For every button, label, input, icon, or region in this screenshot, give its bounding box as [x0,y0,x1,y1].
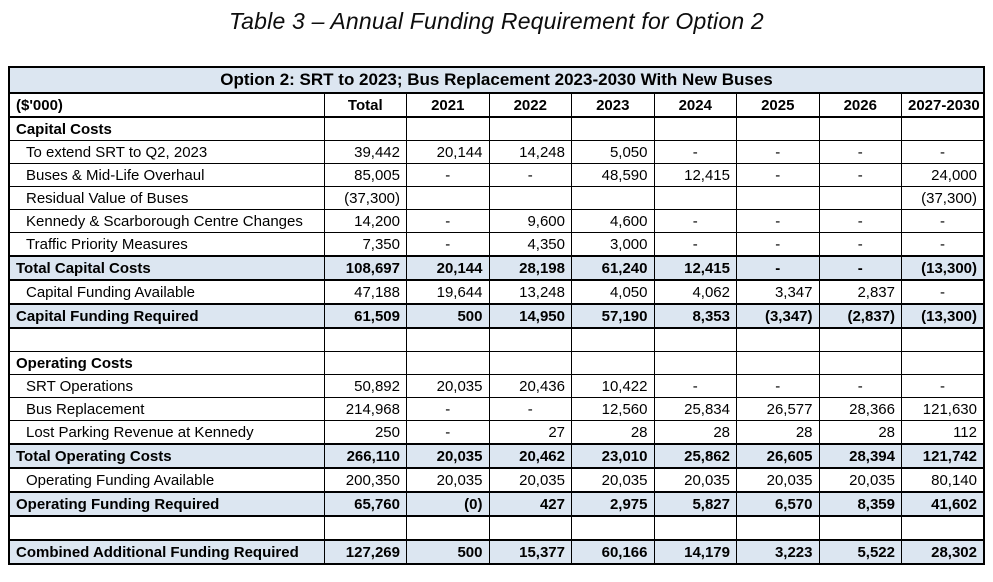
cell-value [407,117,490,141]
col-header-2021: 2021 [407,93,490,117]
row-label: Lost Parking Revenue at Kennedy [9,421,324,445]
table-banner: Option 2: SRT to 2023; Bus Replacement 2023-2030 With New Buses [9,67,984,93]
cell-value: 50,892 [324,375,407,398]
cell-value [407,516,490,540]
cell-value [407,328,490,352]
col-header-2025: 2025 [737,93,820,117]
cell-value: - [489,164,572,187]
cell-value: 47,188 [324,280,407,304]
row-label: Traffic Priority Measures [9,233,324,257]
cell-value [654,117,737,141]
cell-value [654,328,737,352]
cell-value: - [407,164,490,187]
cell-value: - [654,210,737,233]
cell-value: (13,300) [902,256,985,280]
cell-value: 4,350 [489,233,572,257]
row-label [9,516,324,540]
cell-value: 500 [407,540,490,564]
cell-value: 8,353 [654,304,737,328]
cell-value: 80,140 [902,468,985,492]
cell-value: 266,110 [324,444,407,468]
cell-value: 61,509 [324,304,407,328]
cell-value: - [654,375,737,398]
cell-value: - [489,398,572,421]
cell-value: 23,010 [572,444,655,468]
cell-value: 4,062 [654,280,737,304]
cell-value: (37,300) [324,187,407,210]
col-header-2027-2030: 2027-2030 [902,93,985,117]
col-header-2026: 2026 [819,93,902,117]
cell-value: - [737,375,820,398]
cell-value: 28,302 [902,540,985,564]
cell-value: 14,950 [489,304,572,328]
cell-value: (37,300) [902,187,985,210]
table-row [9,375,984,398]
cell-value: 27 [489,421,572,445]
cell-value: - [819,164,902,187]
cell-value: 15,377 [489,540,572,564]
table-row [9,398,984,421]
cell-value [654,352,737,375]
cell-value: (0) [407,492,490,516]
table-row [9,304,984,328]
cell-value: 108,697 [324,256,407,280]
cell-value: 26,605 [737,444,820,468]
cell-value: 4,050 [572,280,655,304]
row-label: Bus Replacement [9,398,324,421]
row-label: SRT Operations [9,375,324,398]
cell-value [654,516,737,540]
table-row [9,141,984,164]
table-row [9,210,984,233]
cell-value: 112 [902,421,985,445]
cell-value: - [737,256,820,280]
cell-value: 3,347 [737,280,820,304]
cell-value: - [902,280,985,304]
cell-value: 20,035 [407,375,490,398]
cell-value: 28 [819,421,902,445]
cell-value [654,187,737,210]
cell-value: 6,570 [737,492,820,516]
cell-value: 48,590 [572,164,655,187]
cell-value: 20,035 [654,468,737,492]
cell-value: 65,760 [324,492,407,516]
cell-value: 20,035 [572,468,655,492]
table-row [9,280,984,304]
cell-value: 20,035 [407,468,490,492]
cell-value [572,516,655,540]
table-row [9,233,984,257]
cell-value: - [819,210,902,233]
cell-value: 19,644 [407,280,490,304]
cell-value: 427 [489,492,572,516]
cell-value [819,352,902,375]
cell-value: 14,248 [489,141,572,164]
cell-value: 26,577 [737,398,820,421]
row-label: Operating Costs [9,352,324,375]
cell-value: 28 [572,421,655,445]
col-header-2023: 2023 [572,93,655,117]
cell-value [324,328,407,352]
cell-value: 25,834 [654,398,737,421]
cell-value [819,328,902,352]
cell-value [819,516,902,540]
cell-value: - [407,210,490,233]
cell-value [737,352,820,375]
table-row [9,117,984,141]
table-row [9,328,984,352]
cell-value: 20,436 [489,375,572,398]
cell-value: 85,005 [324,164,407,187]
cell-value: 3,223 [737,540,820,564]
table-row [9,492,984,516]
cell-value: 25,862 [654,444,737,468]
cell-value: 20,035 [819,468,902,492]
cell-value: 7,350 [324,233,407,257]
cell-value [819,187,902,210]
cell-value: 121,742 [902,444,985,468]
table-row [9,187,984,210]
cell-value: 28,198 [489,256,572,280]
cell-value [572,117,655,141]
cell-value: 20,144 [407,256,490,280]
cell-value [737,117,820,141]
table-row [9,421,984,445]
row-label: Residual Value of Buses [9,187,324,210]
cell-value: - [737,141,820,164]
cell-value: 9,600 [489,210,572,233]
unit-label: ($'000) [9,93,324,117]
cell-value [324,516,407,540]
row-label: Total Operating Costs [9,444,324,468]
table-row [9,468,984,492]
cell-value [737,328,820,352]
cell-value: - [902,141,985,164]
cell-value: - [654,141,737,164]
cell-value: 28,394 [819,444,902,468]
cell-value: 28 [737,421,820,445]
row-label: Capital Funding Available [9,280,324,304]
row-label: Capital Funding Required [9,304,324,328]
cell-value [489,187,572,210]
row-label: To extend SRT to Q2, 2023 [9,141,324,164]
cell-value: 12,415 [654,256,737,280]
cell-value: 500 [407,304,490,328]
cell-value: 20,035 [489,468,572,492]
cell-value: 24,000 [902,164,985,187]
cell-value [572,187,655,210]
cell-value: 39,442 [324,141,407,164]
cell-value: - [407,398,490,421]
cell-value: 14,179 [654,540,737,564]
cell-value [819,117,902,141]
cell-value: 12,560 [572,398,655,421]
cell-value: - [654,233,737,257]
cell-value: 5,522 [819,540,902,564]
cell-value [737,187,820,210]
table-row [9,516,984,540]
cell-value: 4,600 [572,210,655,233]
cell-value [324,117,407,141]
cell-value [902,117,985,141]
cell-value: 13,248 [489,280,572,304]
cell-value [902,516,985,540]
row-label: Operating Funding Required [9,492,324,516]
table-row [9,540,984,564]
cell-value [324,352,407,375]
cell-value: - [819,256,902,280]
row-label [9,328,324,352]
row-label: Capital Costs [9,117,324,141]
cell-value: - [819,375,902,398]
col-header-total: Total [324,93,407,117]
row-label: Kennedy & Scarborough Centre Changes [9,210,324,233]
cell-value: 200,350 [324,468,407,492]
cell-value [572,352,655,375]
table-row [9,444,984,468]
cell-value: - [902,375,985,398]
cell-value: 20,035 [737,468,820,492]
table-head [9,67,984,117]
col-header-2024: 2024 [654,93,737,117]
cell-value: - [819,233,902,257]
cell-value [737,516,820,540]
funding-table [8,66,985,565]
cell-value: 61,240 [572,256,655,280]
table-title: Table 3 – Annual Funding Requirement for Option 2 [229,8,764,34]
cell-value [407,352,490,375]
cell-value: - [737,233,820,257]
cell-value: 127,269 [324,540,407,564]
cell-value: 12,415 [654,164,737,187]
cell-value [489,516,572,540]
cell-value: (2,837) [819,304,902,328]
cell-value: 2,837 [819,280,902,304]
cell-value: 20,144 [407,141,490,164]
row-label: Buses & Mid-Life Overhaul [9,164,324,187]
cell-value [902,352,985,375]
table-row [9,164,984,187]
cell-value: - [902,210,985,233]
cell-value: - [737,164,820,187]
cell-value: - [737,210,820,233]
cell-value: 57,190 [572,304,655,328]
row-label: Operating Funding Available [9,468,324,492]
cell-value: - [819,141,902,164]
cell-value [902,328,985,352]
cell-value: 60,166 [572,540,655,564]
cell-value: 10,422 [572,375,655,398]
cell-value: 3,000 [572,233,655,257]
banner-row [9,67,984,93]
col-header-2022: 2022 [489,93,572,117]
table-row [9,256,984,280]
cell-value: 8,359 [819,492,902,516]
cell-value: - [902,233,985,257]
cell-value: - [407,233,490,257]
cell-value: 28,366 [819,398,902,421]
cell-value: 41,602 [902,492,985,516]
cell-value: 28 [654,421,737,445]
cell-value: (3,347) [737,304,820,328]
cell-value: 250 [324,421,407,445]
column-header-row [9,93,984,117]
cell-value: 20,462 [489,444,572,468]
row-label: Combined Additional Funding Required [9,540,324,564]
table-body [9,117,984,564]
cell-value [489,352,572,375]
cell-value [489,117,572,141]
cell-value: 20,035 [407,444,490,468]
cell-value: 14,200 [324,210,407,233]
table-row [9,352,984,375]
cell-value [407,187,490,210]
cell-value: 121,630 [902,398,985,421]
cell-value [572,328,655,352]
cell-value: (13,300) [902,304,985,328]
cell-value: 214,968 [324,398,407,421]
cell-value: 5,050 [572,141,655,164]
row-label: Total Capital Costs [9,256,324,280]
cell-value: 5,827 [654,492,737,516]
cell-value: - [407,421,490,445]
cell-value: 2,975 [572,492,655,516]
cell-value [489,328,572,352]
